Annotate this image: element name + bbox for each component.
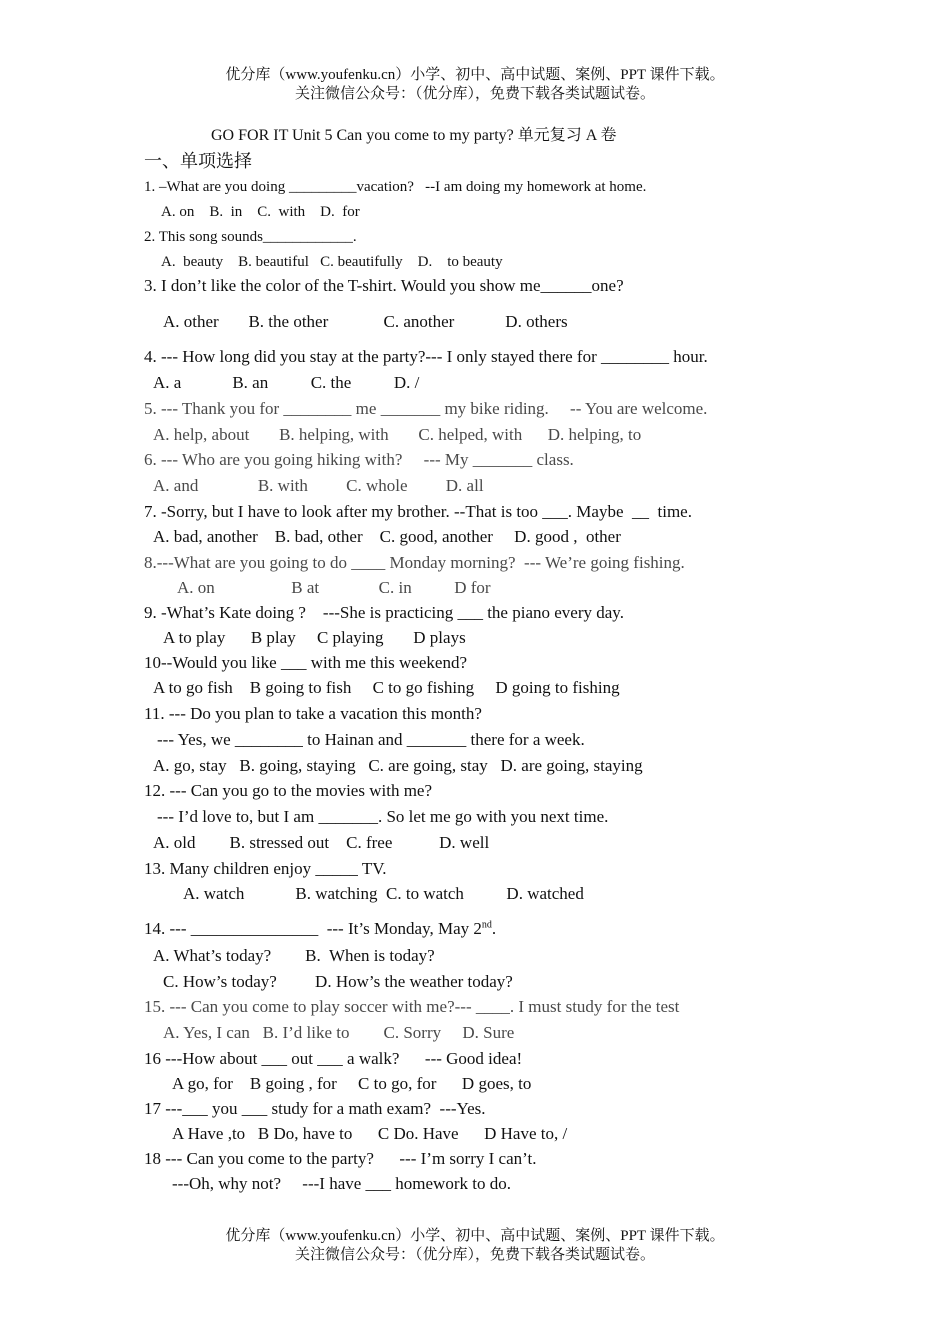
- question-15-options: A. Yes, I can B. I’d like to C. Sorry D. Sure: [163, 1023, 515, 1042]
- question-3-options: A. other B. the other C. another D. others: [163, 312, 568, 331]
- question-12-options: A. old B. stressed out C. free D. well: [153, 833, 490, 852]
- question-5-options: A. help, about B. helping, with C. helped, with D. helping, to: [153, 425, 642, 444]
- question-2: 2. This song sounds____________.: [144, 229, 357, 245]
- question-2-options: A. beauty B. beautiful C. beautifully D. to beauty: [161, 254, 503, 270]
- question-12: 12. --- Can you go to the movies with me?: [144, 781, 433, 800]
- page-header: [0, 66, 950, 104]
- question-16-options: A go, for B going , for C to go, for D goes, to: [172, 1074, 532, 1093]
- question-12-reply: --- I’d love to, but I am _______. So let me go with you next time.: [157, 807, 609, 826]
- question-10: 10--Would you like ___ with me this weekend?: [144, 653, 467, 672]
- question-6: 6. --- Who are you going hiking with? --- My _______ class.: [144, 450, 574, 469]
- question-17-options: A Have ,to B Do, have to C Do. Have D Have to, /: [172, 1124, 568, 1143]
- header-line-1: 优分库（www.youfenku.cn）小学、初中、高中试题、案例、PPT 课件下载。: [225, 67, 725, 83]
- question-11-reply: --- Yes, we ________ to Hainan and _______ there for a week.: [157, 730, 585, 749]
- question-11-options: A. go, stay B. going, staying C. are going, stay D. are going, staying: [153, 756, 643, 775]
- question-18-reply: ---Oh, why not? ---I have ___ homework to do.: [172, 1174, 511, 1193]
- document-title: GO FOR IT Unit 5 Can you come to my party? 单元复习 A 卷: [211, 127, 617, 144]
- question-4: 4. --- How long did you stay at the party?--- I only stayed there for ________ hour.: [144, 347, 708, 366]
- question-9-options: A to play B play C playing D plays: [163, 628, 466, 647]
- question-8-options: A. on B at C. in D for: [177, 578, 491, 597]
- question-14-options-b: C. How’s today? D. How’s the weather today?: [163, 972, 513, 991]
- question-16: 16 ---How about ___ out ___ a walk? --- Good idea!: [144, 1049, 523, 1068]
- question-10-options: A to go fish B going to fish C to go fishing D going to fishing: [153, 678, 620, 697]
- section-heading: 一、单项选择: [144, 151, 252, 171]
- question-14-end: .: [491, 919, 497, 938]
- header-line-2: 关注微信公众号：（优分库），免费下载各类试题试卷。: [294, 86, 655, 102]
- question-8: 8.---What are you going to do ____ Monday morning? --- We’re going fishing.: [144, 553, 685, 572]
- page-footer: [0, 1227, 950, 1265]
- footer-line-2: 关注微信公众号：（优分库），免费下载各类试题试卷。: [294, 1247, 655, 1263]
- question-14: [144, 919, 496, 939]
- question-18: 18 --- Can you come to the party? --- I’m sorry I can’t.: [144, 1149, 537, 1168]
- footer-line-1: 优分库（www.youfenku.cn）小学、初中、高中试题、案例、PPT 课件下载。: [225, 1228, 725, 1244]
- question-14-options-a: A. What’s today? B. When is today?: [153, 946, 435, 965]
- question-17: 17 ---___ you ___ study for a math exam? ---Yes.: [144, 1099, 486, 1118]
- question-9: 9. -What’s Kate doing ? ---She is practicing ___ the piano every day.: [144, 603, 624, 622]
- question-15: 15. --- Can you come to play soccer with me?--- ____. I must study for the test: [144, 997, 680, 1016]
- question-11: 11. --- Do you plan to take a vacation this month?: [144, 704, 482, 723]
- question-5: 5. --- Thank you for ________ me _______ my bike riding. -- You are welcome.: [144, 399, 708, 418]
- question-4-options: A. a B. an C. the D. /: [153, 373, 420, 392]
- question-7-options: A. bad, another B. bad, other C. good, another D. good , other: [153, 527, 621, 546]
- question-3: 3. I don’t like the color of the T-shirt. Would you show me______one?: [144, 276, 624, 295]
- question-1-options: A. on B. in C. with D. for: [161, 204, 360, 220]
- question-6-options: A. and B. with C. whole D. all: [153, 476, 484, 495]
- question-13-options: A. watch B. watching C. to watch D. watched: [183, 884, 584, 903]
- question-14-text: 14. --- _______________ --- It’s Monday, May 2: [144, 919, 482, 938]
- question-1: 1. –What are you doing _________vacation? --I am doing my homework at home.: [144, 179, 647, 195]
- question-13: 13. Many children enjoy _____ TV.: [144, 859, 387, 878]
- question-14-ordinal: nd: [481, 919, 492, 931]
- question-7: 7. -Sorry, but I have to look after my brother. --That is too ___. Maybe __ time.: [144, 502, 692, 521]
